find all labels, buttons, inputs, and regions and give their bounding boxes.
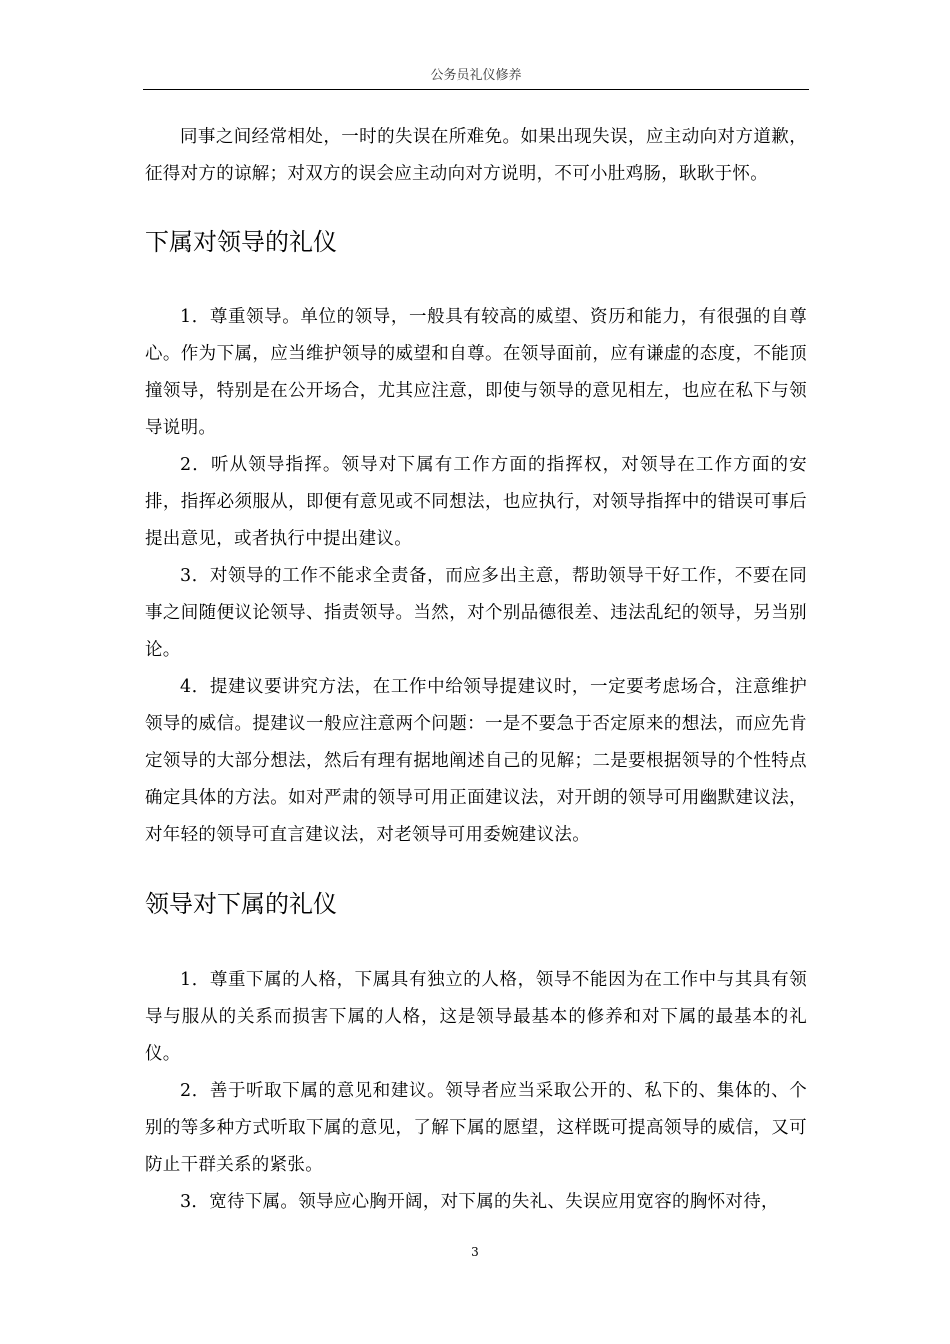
header-rule: [143, 89, 809, 90]
section-2-paragraph-1: 1．尊重下属的人格，下属具有独立的人格，领导不能因为在工作中与其具有领导与服从的关系而损害下属的人格，这是领导最基本的修养和对下属的最基本的礼仪。: [145, 970, 807, 1064]
running-header: 公务员礼仪修养: [430, 68, 522, 83]
section-1-paragraph-1: 1．尊重领导。单位的领导，一般具有较高的威望、资历和能力，有很强的自尊心。作为下属，应当维护领导的威望和自尊。在领导面前，应有谦虚的态度，不能顶撞领导，特别是在公开场合，尤其应注意，即使与领导的意见相左，也应在私下与领导说明。: [145, 307, 807, 438]
section-1-paragraph-2: 2．听从领导指挥。领导对下属有工作方面的指挥权，对领导在工作方面的安排，指挥必须服从，即便有意见或不同想法，也应执行，对领导指挥中的错误可事后提出意见，或者执行中提出建议。: [145, 455, 807, 549]
page-content: [145, 119, 807, 1221]
page-number: 3: [471, 1245, 479, 1259]
section-2-paragraph-3: 3．宽待下属。领导应心胸开阔，对下属的失礼、失误应用宽容的胸怀对待，: [180, 1192, 779, 1212]
section-heading-leader-to-subordinate: 领导对下属的礼仪: [145, 890, 337, 918]
section-2-paragraph-2: 2．善于听取下属的意见和建议。领导者应当采取公开的、私下的、集体的、个别的等多种方式听取下属的意见，了解下属的愿望，这样既可提高领导的威信，又可防止干群关系的紧张。: [145, 1081, 807, 1175]
intro-paragraph: 同事之间经常相处，一时的失误在所难免。如果出现失误，应主动向对方道歉，征得对方的谅解；对双方的误会应主动向对方说明，不可小肚鸡肠，耿耿于怀。: [145, 127, 807, 184]
section-heading-subordinate-to-leader: 下属对领导的礼仪: [145, 228, 337, 256]
section-1-paragraph-3: 3．对领导的工作不能求全责备，而应多出主意，帮助领导干好工作，不要在同事之间随便议论领导、指责领导。当然，对个别品德很差、违法乱纪的领导，另当别论。: [145, 566, 807, 660]
section-1-paragraph-4: 4．提建议要讲究方法，在工作中给领导提建议时，一定要考虑场合，注意维护领导的威信。提建议一般应注意两个问题：一是不要急于否定原来的想法，而应先肯定领导的大部分想法，然后有理有据地阐述自己的见解；二是要根据领导的个性特点确定具体的方法。如对严肃的领导可用正面建议法，对开朗的领导可用幽默建议法，对年轻的领导可直言建议法，对老领导可用委婉建议法。: [145, 677, 807, 845]
